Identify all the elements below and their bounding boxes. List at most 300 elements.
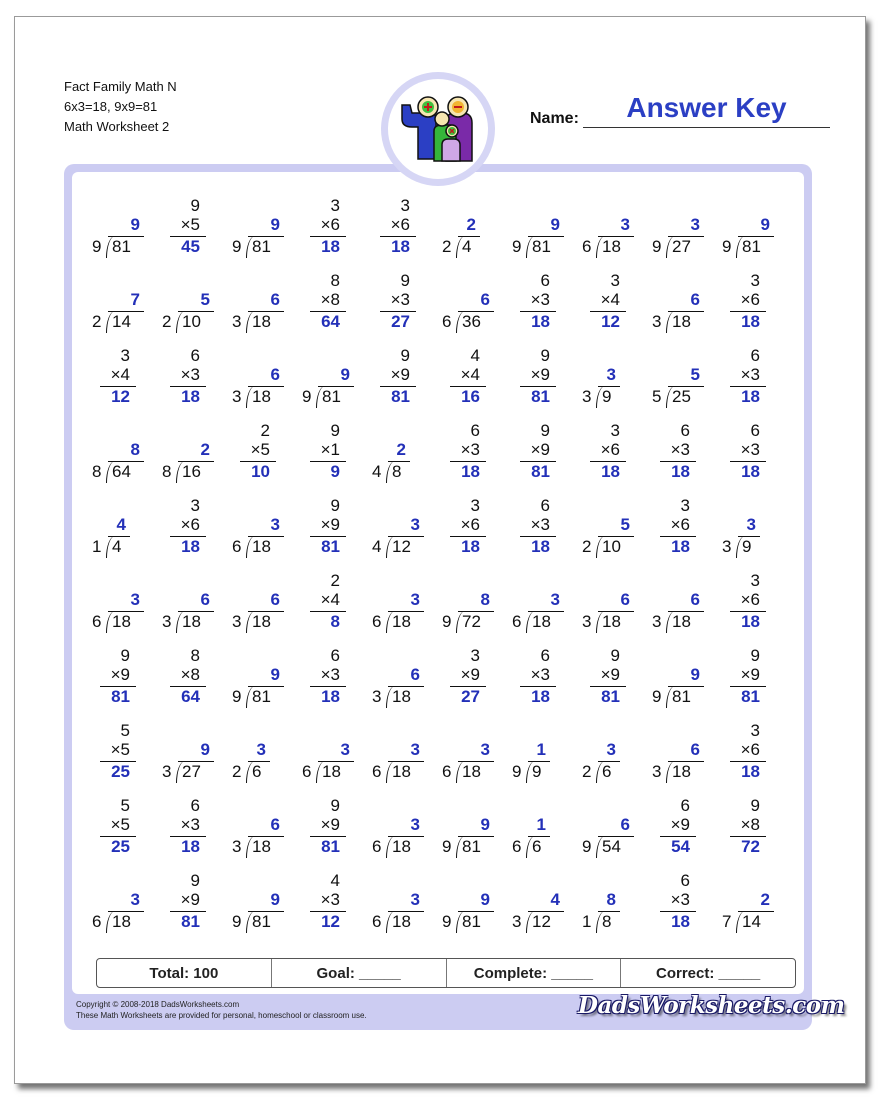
- divisor: 3: [582, 387, 592, 406]
- quotient-answer: 9: [480, 815, 490, 834]
- product-answer: 81: [321, 837, 340, 856]
- divisor: 9: [232, 912, 242, 931]
- product-answer: 16: [461, 387, 480, 406]
- complete-cell[interactable]: Complete: _____: [447, 959, 622, 987]
- division-problem: [648, 721, 718, 793]
- quotient-answer: 6: [620, 590, 630, 609]
- product-answer: 81: [111, 687, 130, 706]
- product-answer: 18: [531, 537, 550, 556]
- divisor: 6: [92, 612, 102, 631]
- factor-bottom: ×4: [600, 290, 620, 309]
- divisor: 9: [512, 237, 522, 256]
- divisor: 9: [442, 837, 452, 856]
- factor-top: 9: [540, 346, 550, 365]
- multiplication-problem: [88, 346, 158, 418]
- product-answer: 18: [321, 237, 340, 256]
- dividend: 6: [252, 762, 262, 781]
- divisor: 9: [442, 912, 452, 931]
- product-answer: 45: [181, 237, 200, 256]
- factor-bottom: ×9: [110, 665, 130, 684]
- factor-top: 9: [400, 271, 410, 290]
- product-answer: 27: [391, 312, 410, 331]
- product-answer: 10: [251, 462, 270, 481]
- quotient-answer: 9: [130, 215, 140, 234]
- product-answer: 18: [391, 237, 410, 256]
- multiplication-problem: [438, 346, 508, 418]
- quotient-answer: 9: [760, 215, 770, 234]
- factor-bottom: ×3: [460, 440, 480, 459]
- divisor: 2: [582, 762, 592, 781]
- division-problem: [298, 346, 368, 418]
- factor-bottom: ×3: [740, 440, 760, 459]
- quotient-answer: 1: [536, 740, 546, 759]
- divisor: 9: [582, 837, 592, 856]
- factor-top: 3: [750, 721, 760, 740]
- product-answer: 18: [741, 312, 760, 331]
- divisor: 6: [92, 912, 102, 931]
- division-problem: [228, 721, 298, 793]
- product-answer: 64: [181, 687, 200, 706]
- divisor: 3: [232, 312, 242, 331]
- product-line: [310, 611, 346, 612]
- quotient-answer: 2: [760, 890, 770, 909]
- division-problem: [88, 196, 158, 268]
- factor-top: 9: [330, 796, 340, 815]
- divisor: 6: [372, 912, 382, 931]
- dividend: 18: [182, 612, 201, 631]
- factor-bottom: ×3: [180, 365, 200, 384]
- quotient-answer: 8: [606, 890, 616, 909]
- factor-bottom: ×9: [600, 665, 620, 684]
- factor-top: 6: [190, 796, 200, 815]
- divisor: 7: [722, 912, 732, 931]
- product-answer: 81: [601, 687, 620, 706]
- divisor: 2: [442, 237, 452, 256]
- factor-bottom: ×3: [180, 815, 200, 834]
- name-label: Name:: [530, 110, 579, 127]
- factor-top: 3: [750, 271, 760, 290]
- product-answer: 18: [181, 837, 200, 856]
- quotient-answer: 3: [690, 215, 700, 234]
- fact-family-icon: [388, 79, 488, 179]
- divisor: 3: [232, 387, 242, 406]
- division-problem: [228, 571, 298, 643]
- divisor: 3: [232, 837, 242, 856]
- quotient-answer: 5: [200, 290, 210, 309]
- factor-bottom: ×5: [110, 815, 130, 834]
- product-answer: 18: [181, 387, 200, 406]
- division-problem: [158, 271, 228, 343]
- dividend: 18: [392, 612, 411, 631]
- dividend: 18: [252, 387, 271, 406]
- multiplication-problem: [298, 271, 368, 343]
- divisor: 9: [722, 237, 732, 256]
- factor-bottom: ×9: [180, 890, 200, 909]
- quotient-answer: 5: [690, 365, 700, 384]
- dividend: 18: [602, 237, 621, 256]
- dividend: 8: [602, 912, 612, 931]
- factor-bottom: ×8: [180, 665, 200, 684]
- dividend: 18: [392, 687, 411, 706]
- division-problem: [88, 421, 158, 493]
- dividend: 10: [602, 537, 621, 556]
- dividend: 81: [252, 237, 271, 256]
- divisor: 6: [442, 312, 452, 331]
- factor-bottom: ×9: [390, 365, 410, 384]
- multiplication-problem: [88, 721, 158, 793]
- multiplication-problem: [158, 871, 228, 943]
- product-answer: 12: [321, 912, 340, 931]
- multiplication-problem: [718, 421, 788, 493]
- factor-top: 3: [610, 271, 620, 290]
- divisor: 6: [372, 762, 382, 781]
- division-problem: [578, 721, 648, 793]
- quotient-answer: 3: [256, 740, 266, 759]
- divisor: 6: [232, 537, 242, 556]
- factor-bottom: ×6: [670, 515, 690, 534]
- product-answer: 18: [601, 462, 620, 481]
- factor-top: 9: [400, 346, 410, 365]
- product-answer: 18: [461, 462, 480, 481]
- factor-bottom: ×3: [320, 665, 340, 684]
- product-answer: 64: [321, 312, 340, 331]
- factor-top: 3: [400, 196, 410, 215]
- dividend: 25: [672, 387, 691, 406]
- logo-inner: [388, 79, 488, 179]
- divisor: 6: [302, 762, 312, 781]
- dividend: 18: [252, 837, 271, 856]
- multiplication-problem: [298, 421, 368, 493]
- factor-top: 6: [680, 871, 690, 890]
- quotient-answer: 3: [270, 515, 280, 534]
- factor-top: 3: [470, 496, 480, 515]
- product-answer: 18: [741, 612, 760, 631]
- dividend: 36: [462, 312, 481, 331]
- divisor: 9: [652, 237, 662, 256]
- quotient-answer: 3: [410, 815, 420, 834]
- division-problem: [438, 196, 508, 268]
- factor-top: 9: [750, 646, 760, 665]
- factor-bottom: ×3: [320, 890, 340, 909]
- multiplication-problem: [648, 496, 718, 568]
- dividend: 81: [322, 387, 341, 406]
- multiplication-problem: [88, 646, 158, 718]
- quotient-answer: 7: [130, 290, 140, 309]
- division-problem: [438, 796, 508, 868]
- problem-frame: [64, 164, 845, 1030]
- division-problem: [88, 571, 158, 643]
- division-problem: [578, 871, 648, 943]
- division-problem: [298, 721, 368, 793]
- dividend: 81: [462, 912, 481, 931]
- division-problem: [438, 871, 508, 943]
- product-answer: 18: [531, 312, 550, 331]
- multiplication-problem: [158, 496, 228, 568]
- factor-top: 5: [120, 796, 130, 815]
- dividend: 18: [672, 612, 691, 631]
- multiplication-problem: [438, 496, 508, 568]
- division-problem: [368, 496, 438, 568]
- factor-top: 6: [750, 421, 760, 440]
- multiplication-problem: [228, 421, 298, 493]
- dividend: 18: [392, 762, 411, 781]
- quotient-answer: 9: [200, 740, 210, 759]
- product-answer: 81: [391, 387, 410, 406]
- quotient-answer: 3: [410, 890, 420, 909]
- divisor: 9: [92, 237, 102, 256]
- divisor: 6: [512, 612, 522, 631]
- problem-area: [72, 172, 804, 994]
- division-problem: [438, 271, 508, 343]
- divisor: 9: [442, 612, 452, 631]
- factor-bottom: ×5: [250, 440, 270, 459]
- multiplication-problem: [648, 871, 718, 943]
- factor-top: 6: [540, 646, 550, 665]
- division-problem: [228, 271, 298, 343]
- answer-key-label: Answer Key: [626, 92, 787, 123]
- multiplication-problem: [158, 346, 228, 418]
- division-problem: [228, 796, 298, 868]
- multiplication-problem: [298, 646, 368, 718]
- division-problem: [508, 871, 578, 943]
- dividend: 6: [532, 837, 542, 856]
- product-answer: 18: [321, 687, 340, 706]
- division-problem: [508, 796, 578, 868]
- divisor: 1: [582, 912, 592, 931]
- divisor: 9: [652, 687, 662, 706]
- quotient-answer: 3: [410, 590, 420, 609]
- factor-bottom: ×9: [320, 515, 340, 534]
- factor-bottom: ×3: [740, 365, 760, 384]
- multiplication-problem: [718, 346, 788, 418]
- factor-top: 6: [470, 421, 480, 440]
- dividend: 81: [112, 237, 131, 256]
- division-problem: [648, 571, 718, 643]
- product-answer: 27: [461, 687, 480, 706]
- factor-top: 9: [330, 421, 340, 440]
- factor-top: 6: [540, 496, 550, 515]
- factor-top: 5: [120, 721, 130, 740]
- division-problem: [718, 871, 788, 943]
- logo-badge: [381, 72, 495, 186]
- divisor: 3: [512, 912, 522, 931]
- quotient-answer: 6: [270, 815, 280, 834]
- factor-bottom: ×6: [740, 590, 760, 609]
- quotient-answer: 9: [340, 365, 350, 384]
- quotient-answer: 9: [690, 665, 700, 684]
- factor-bottom: ×3: [670, 440, 690, 459]
- product-answer: 18: [671, 537, 690, 556]
- dividend: 18: [252, 312, 271, 331]
- dividend: 8: [392, 462, 402, 481]
- divisor: 6: [582, 237, 592, 256]
- factor-bottom: ×9: [320, 815, 340, 834]
- quotient-answer: 4: [550, 890, 560, 909]
- dividend: 12: [532, 912, 551, 931]
- product-answer: 81: [181, 912, 200, 931]
- total-cell: Total: 100: [97, 959, 272, 987]
- multiplication-problem: [578, 421, 648, 493]
- product-answer: 18: [671, 462, 690, 481]
- dividend: 18: [252, 537, 271, 556]
- quotient-answer: 3: [340, 740, 350, 759]
- dividend: 12: [392, 537, 411, 556]
- division-problem: [228, 646, 298, 718]
- multiplication-problem: [508, 346, 578, 418]
- quotient-answer: 3: [410, 515, 420, 534]
- factor-top: 9: [750, 796, 760, 815]
- divisor: 2: [582, 537, 592, 556]
- product-answer: 12: [601, 312, 620, 331]
- divisor: 3: [652, 762, 662, 781]
- quotient-answer: 6: [690, 590, 700, 609]
- division-problem: [648, 346, 718, 418]
- division-problem: [508, 721, 578, 793]
- dividend: 64: [112, 462, 131, 481]
- multiplication-problem: [508, 271, 578, 343]
- divisor: 3: [162, 762, 172, 781]
- quotient-answer: 4: [116, 515, 126, 534]
- quotient-answer: 9: [270, 665, 280, 684]
- factor-top: 3: [680, 496, 690, 515]
- multiplication-problem: [508, 496, 578, 568]
- division-problem: [158, 571, 228, 643]
- dividend: 18: [532, 612, 551, 631]
- division-problem: [578, 571, 648, 643]
- dividend: 27: [672, 237, 691, 256]
- divisor: 9: [512, 762, 522, 781]
- multiplication-problem: [718, 796, 788, 868]
- divisor: 3: [722, 537, 732, 556]
- dividend: 9: [532, 762, 542, 781]
- multiplication-problem: [718, 571, 788, 643]
- dividend: 72: [462, 612, 481, 631]
- worksheet-title: Fact Family Math N: [64, 79, 177, 94]
- division-problem: [508, 196, 578, 268]
- name-line[interactable]: [583, 127, 830, 128]
- multiplication-problem: [368, 271, 438, 343]
- divisor: 6: [442, 762, 452, 781]
- division-problem: [228, 346, 298, 418]
- division-problem: [158, 721, 228, 793]
- dividend: 18: [392, 837, 411, 856]
- factor-bottom: ×6: [740, 290, 760, 309]
- divisor: 6: [372, 837, 382, 856]
- division-problem: [578, 796, 648, 868]
- factor-bottom: ×9: [670, 815, 690, 834]
- quotient-answer: 3: [130, 890, 140, 909]
- divisor: 9: [302, 387, 312, 406]
- product-answer: 18: [671, 912, 690, 931]
- correct-cell[interactable]: Correct: _____: [656, 964, 761, 982]
- multiplication-problem: [578, 271, 648, 343]
- product-line: [310, 461, 346, 462]
- factor-top: 3: [470, 646, 480, 665]
- factor-top: 8: [190, 646, 200, 665]
- multiplication-problem: [508, 421, 578, 493]
- product-answer: 12: [111, 387, 130, 406]
- quotient-answer: 6: [690, 740, 700, 759]
- product-answer: 8: [330, 612, 340, 631]
- quotient-answer: 6: [480, 290, 490, 309]
- factor-top: 6: [680, 796, 690, 815]
- divisor: 3: [162, 612, 172, 631]
- product-answer: 18: [531, 687, 550, 706]
- divisor: 4: [372, 537, 382, 556]
- factor-bottom: ×3: [530, 290, 550, 309]
- divisor: 3: [372, 687, 382, 706]
- product-answer: 54: [671, 837, 690, 856]
- quotient-answer: 6: [270, 365, 280, 384]
- divisor: 8: [162, 462, 172, 481]
- quotient-answer: 5: [620, 515, 630, 534]
- factor-bottom: ×3: [390, 290, 410, 309]
- division-problem: [578, 346, 648, 418]
- multiplication-problem: [368, 346, 438, 418]
- factor-top: 3: [120, 346, 130, 365]
- product-answer: 72: [741, 837, 760, 856]
- goal-cell[interactable]: Goal: _____: [272, 959, 447, 987]
- dividend: 14: [112, 312, 131, 331]
- factor-top: 8: [330, 271, 340, 290]
- division-problem: [368, 721, 438, 793]
- dividend: 81: [672, 687, 691, 706]
- division-problem: [438, 571, 508, 643]
- factor-bottom: ×4: [460, 365, 480, 384]
- product-answer: 18: [181, 537, 200, 556]
- quotient-answer: 6: [410, 665, 420, 684]
- division-problem: [228, 871, 298, 943]
- product-answer: 25: [111, 837, 130, 856]
- product-answer: 18: [741, 462, 760, 481]
- division-problem: [718, 496, 788, 568]
- dividend: 18: [112, 612, 131, 631]
- factor-top: 9: [190, 871, 200, 890]
- worksheet-subtitle: 6x3=18, 9x9=81: [64, 99, 158, 114]
- quotient-answer: 6: [690, 290, 700, 309]
- factor-bottom: ×4: [110, 365, 130, 384]
- factor-bottom: ×3: [530, 665, 550, 684]
- division-problem: [158, 421, 228, 493]
- quotient-answer: 3: [620, 215, 630, 234]
- division-problem: [368, 796, 438, 868]
- divisor: 4: [372, 462, 382, 481]
- quotient-answer: 8: [130, 440, 140, 459]
- multiplication-problem: [438, 646, 508, 718]
- dividend: 6: [602, 762, 612, 781]
- factor-bottom: ×9: [460, 665, 480, 684]
- factor-top: 2: [330, 571, 340, 590]
- quotient-answer: 1: [536, 815, 546, 834]
- quotient-answer: 9: [270, 890, 280, 909]
- factor-top: 4: [470, 346, 480, 365]
- factor-bottom: ×6: [320, 215, 340, 234]
- division-problem: [718, 196, 788, 268]
- dividend: 18: [322, 762, 341, 781]
- score-bar: [96, 958, 796, 988]
- factor-bottom: ×3: [670, 890, 690, 909]
- divisor: 8: [92, 462, 102, 481]
- division-problem: [578, 496, 648, 568]
- brand-logo: DadsWorksheets.com: [578, 992, 845, 1019]
- product-answer: 9: [330, 462, 340, 481]
- multiplication-problem: [298, 796, 368, 868]
- divisor: 3: [232, 612, 242, 631]
- product-answer: 18: [741, 762, 760, 781]
- factor-bottom: ×6: [600, 440, 620, 459]
- division-problem: [438, 721, 508, 793]
- quotient-answer: 9: [550, 215, 560, 234]
